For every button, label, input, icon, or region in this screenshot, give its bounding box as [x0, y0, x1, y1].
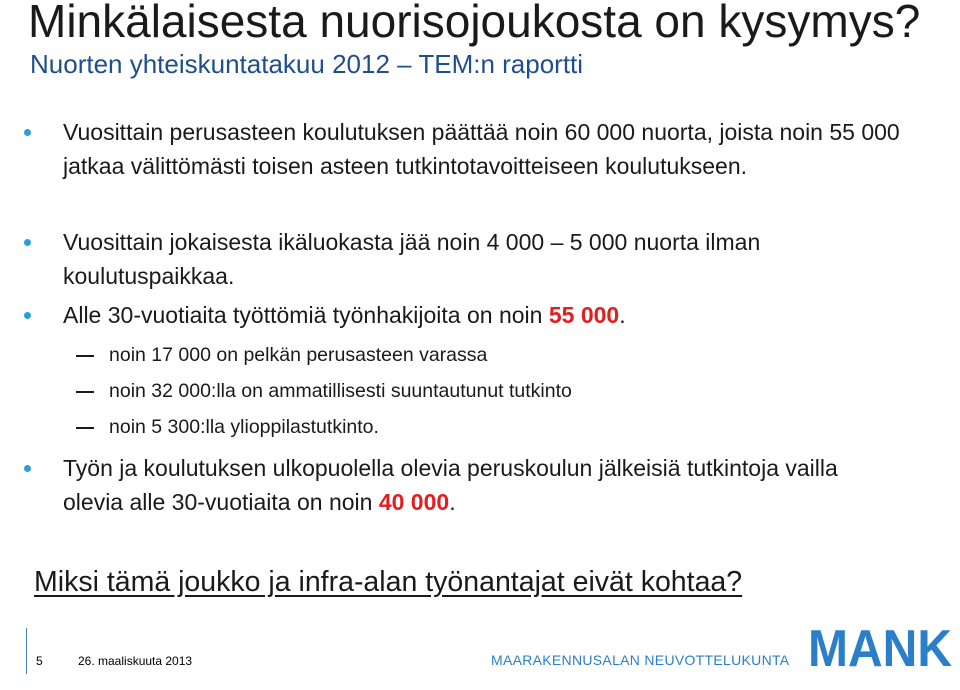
bullet-text-part: Työn ja koulutuksen ulkopuolella olevia peruskoulun jälkeisiä tutkintoja vailla olevia alle 30-vuotiaita on noin [63, 455, 838, 515]
sub-bullet-text: noin 32 000:lla on ammatillisesti suuntautunut tutkinto [109, 380, 572, 402]
footer-organization: MAARAKENNUSALAN NEUVOTTELUKUNTA [491, 652, 790, 668]
footer-date: 26. maaliskuuta 2013 [78, 654, 193, 668]
dash-icon [76, 391, 94, 393]
sub-bullet-text: noin 5 300:lla ylioppilastutkinto. [109, 416, 379, 438]
bullet-item [24, 451, 904, 519]
sub-bullet-item [76, 342, 876, 368]
bullet-text [63, 298, 904, 332]
bullet-item [24, 298, 904, 332]
slide-title: Minkälaisesta nuorisojoukosta on kysymys? [28, 0, 921, 47]
highlight-number: 55 000 [548, 302, 620, 328]
bullet-text: Vuosittain perusasteen koulutuksen päättää noin 60 000 nuorta, joista noin 55 000 jatkaa välittömästi toisen asteen tutkintotavoitteiseen koulutukseen. [63, 119, 900, 179]
bullet-text-suffix: . [449, 489, 456, 515]
mank-logo [806, 618, 956, 674]
page-number: 5 [36, 654, 43, 668]
sub-bullet-text: noin 17 000 on pelkän perusasteen varassa [109, 344, 488, 366]
slide-subtitle: Nuorten yhteiskuntatakuu 2012 – TEM:n raportti [30, 49, 584, 79]
bullet-text [63, 451, 904, 519]
bullet-text-part: Alle 30-vuotiaita työttömiä työnhakijoita on noin [63, 302, 549, 328]
dash-icon [76, 427, 94, 429]
bullet-icon [24, 239, 31, 246]
sub-bullet-item [76, 378, 876, 404]
bullet-icon [24, 129, 31, 136]
bullet-item [24, 115, 904, 183]
bullet-text: Vuosittain jokaisesta ikäluokasta jää noin 4 000 – 5 000 nuorta ilman koulutuspaikkaa. [63, 229, 761, 289]
bullet-icon [24, 465, 31, 472]
bullet-text-suffix: . [619, 302, 626, 328]
logo-text: MANK [808, 620, 953, 674]
dash-icon [76, 355, 94, 357]
footer-divider [26, 628, 27, 674]
bullet-icon [24, 312, 31, 319]
sub-bullet-item [76, 414, 876, 440]
bullet-item [24, 225, 904, 293]
highlight-number: 40 000 [378, 489, 450, 515]
closing-question: Miksi tämä joukko ja infra-alan työnantajat eivät kohtaa? [34, 566, 743, 598]
